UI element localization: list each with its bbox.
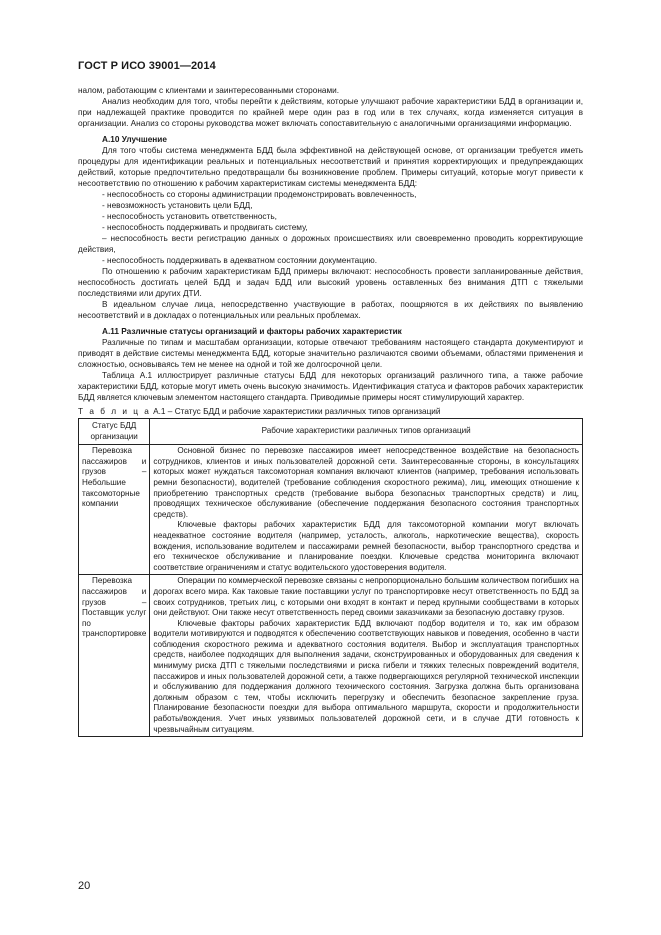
section-heading-a10: А.10 Улучшение	[102, 135, 167, 144]
list-item: - неспособность установить ответственность,	[102, 212, 277, 221]
document-body	[78, 85, 583, 737]
standard-header: ГОСТ Р ИСО 39001—2014	[78, 60, 216, 72]
cell-paragraph: Основной бизнес по перевозке пассажиров имеет непосредственное воздействие на безопасность сотрудников, клиентов и иных пользователей дорожной сети. Заинтересованные стороны, в консультациях которых может нуждаться таксомоторная компания включают клиентов (например, требования использовать ремни безопасности), водителей (требование соблюдения скоростного режима), лиц, имеющих отношение к приобретению транспортных средств (требование выбора безопасных транспортных средств) и лиц, проводящих техническое обслуживание (обеспечение поддержания безопасного состояния транспортных средств).	[153, 446, 579, 519]
status-text: Перевозка пассажиров и грузов – Небольшие таксомоторные компании	[82, 446, 147, 509]
cell-paragraph: Операции по коммерческой перевозке связаны с непропорционально большим количеством погибших на дорогах всего мира. Как таковые такие поставщики услуг по транспортировке несут ответственность по БДД за своих сотрудников, третьих лиц, с которыми они входят в контакт и перед крупными сообществами в которых они действуют. Они также несут ответственность перед своими заказчиками за безопасную доставку грузов.	[153, 576, 579, 618]
paragraph: По отношению к рабочим характеристикам БДД примеры включают: неспособность провести запланированные действия, неспособность достигать целей БДД и задач БДД или высокий уровень оставленных без внимания ДТП с тяжелыми последствиями или других ДТИ.	[78, 267, 583, 298]
paragraph: Различные по типам и масштабам организации, которые отвечают требованиям настоящего стандарта документируют и приводят в действие системы менеджмента БДД, которые значительно различаются своими объемами, областями применения и сложностью, основываясь тем не менее на одной и той же долгосрочной цели.	[78, 338, 583, 369]
list-item: - неспособность поддерживать в адекватном состоянии документацию.	[102, 256, 378, 265]
cell-paragraph: Ключевые факторы рабочих характеристик БДД включают подбор водителя и то, как им образом водители мотивируются и подводятся к обеспечению соответствующих навыков и поведения, особенно в части соблюдения скоростного режима и адекватного состояния водителя. Выбор и эксплуатация транспортных средств, наиболее подходящих для выполнения задачи, сконструированных и оборудованных для сведения к минимуму риска ДТП с тяжелыми последствиями и риска гибели и тяжких телесных повреждений водителя, пассажиров и иных пользователей дорожной сети, а также подвергающихся регулярной технической инспекции и обслуживанию для поддержания должного технического состояния. Загрузка должна быть организована должным образом с тем, чтобы исключить перегрузку и обеспечить безопасное закрепление груза. Планирование безопасности поездки для выбора оптимального маршрута, скорости и продолжительности работы/вождения. Учет иных уязвимых пользователей дорожной сети, и в случае ДТИ готовность к чрезвычайным ситуациям.	[153, 618, 579, 734]
column-header-characteristics: Рабочие характеристики различных типов организаций	[150, 419, 583, 445]
characteristics-cell	[150, 445, 583, 575]
paragraph: Таблица А.1 иллюстрирует различные статусы БДД для некоторых организаций различного типа, а также рабочие характеристики БДД, которые могут иметь очень высокую значимость. Идентификация статуса и факторов рабочих характеристик БДД является ключевым элементом настоящего стандарта. Приводимые примеры носят стимулирующий характер.	[78, 371, 583, 402]
characteristics-cell	[150, 575, 583, 737]
status-text: Перевозка пассажиров и грузов – Поставщик услуг по транспортировке	[82, 576, 147, 639]
cell-paragraph: Ключевые факторы рабочих характеристик БДД для таксомоторной компании могут включать неадекватное состояние водителя (например, усталость, алкоголь, наркотические вещества), скорость вождения, использование водителем и пассажирами ремней безопасности, выбор транспортного средства и его техническое обслуживание и планирование поездки. Ключевые средства мониторинга включают соответствие ограничениям и статус водительского удостоверения водителя.	[153, 520, 579, 572]
paragraph: налом, работающим с клиентами и заинтересованными сторонами.	[78, 86, 340, 95]
table-caption-label: Т а б л и ц а	[78, 407, 151, 416]
table-caption	[78, 406, 583, 417]
table-header-row	[79, 419, 583, 445]
status-table	[78, 418, 583, 737]
status-cell	[79, 445, 150, 575]
paragraph: Анализ необходим для того, чтобы перейти к действиям, которые улучшают рабочие характеристики БДД в организации и, при надлежащей практике проводится по крайней мере один раз в год или в тех случаях, когда изменяется ситуация в организации. Анализ со стороны руководства может включать сопоставительную с аналогичными организациями информацию.	[78, 97, 583, 128]
table-row	[79, 575, 583, 737]
table-row	[79, 445, 583, 575]
paragraph: В идеальном случае лица, непосредственно участвующие в работах, поощряются в их действиях по выявлению несоответствий и в докладах о потенциальных или реальных проблемах.	[78, 300, 583, 320]
list-item: - неспособность со стороны администрации продемонстрировать вовлеченность,	[102, 190, 417, 199]
section-heading-a11: А.11 Различные статусы организаций и факторы рабочих характеристик	[102, 327, 402, 336]
list-item: – неспособность вести регистрацию данных о дорожных происшествиях или своевременно проводить корректирующие действия,	[78, 234, 583, 254]
list-item: - невозможность установить цели БДД,	[102, 201, 253, 210]
page-number: 20	[78, 880, 91, 892]
list-item: - неспособность поддерживать и продвигать систему,	[102, 223, 308, 232]
table-caption-text: А.1 – Статус БДД и рабочие характеристики различных типов организаций	[150, 407, 441, 416]
status-cell	[79, 575, 150, 737]
column-header-status: Статус БДД организации	[79, 419, 150, 445]
paragraph: Для того чтобы система менеджмента БДД была эффективной на действующей основе, от организации требуется иметь процедуры для идентификации реальных и потенциальных несоответствий и принятия корректирующих и предупреждающих действий, которые предпочтительно предотвращали бы возникновение проблем. Примеры ситуаций, которые могут привести к несоответствию по отношению к рабочим характеристикам системы менеджмента БДД:	[78, 146, 583, 188]
